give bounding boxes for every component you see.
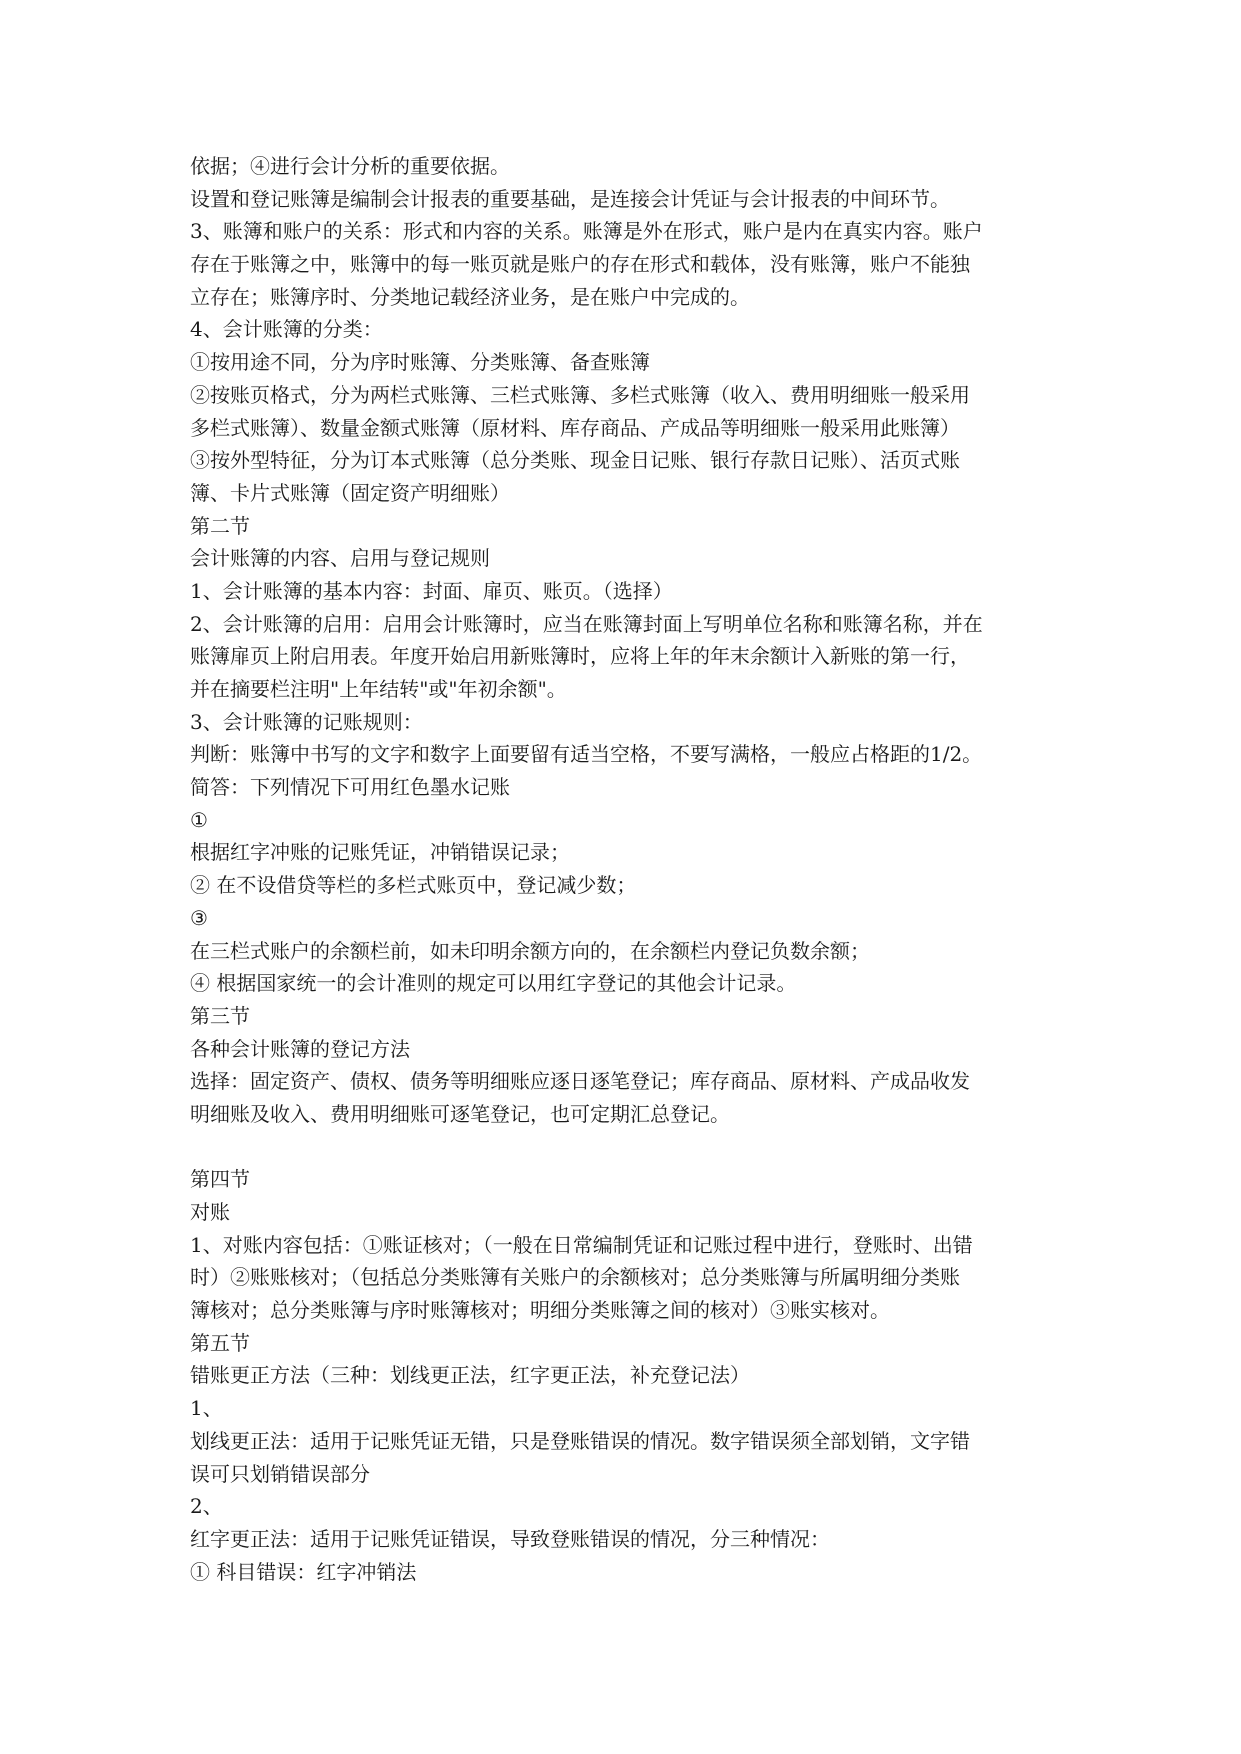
text-line: 设置和登记账簿是编制会计报表的重要基础，是连接会计凭证与会计报表的中间环节。: [190, 186, 950, 211]
document-body: [190, 150, 1070, 1588]
text-line: 划线更正法：适用于记账凭证无错，只是登账错误的情况。数字错误须全部划销，文字错: [190, 1428, 970, 1453]
text-line: 存在于账簿之中，账簿中的每一账页就是账户的存在形式和载体，没有账簿，账户不能独: [190, 252, 970, 277]
text-line: 并在摘要栏注明"上年结转"或"年初余额"。: [190, 677, 567, 701]
text-line: 简答：下列情况下可用红色墨水记账: [190, 775, 510, 800]
text-line: 2、会计账簿的启用：启用会计账簿时，应当在账簿封面上写明单位名称和账簿名称，并在: [190, 611, 983, 636]
text-line: ④ 根据国家统一的会计准则的规定可以用红字登记的其他会计记录。: [190, 971, 797, 996]
text-line: 误可只划销错误部分: [190, 1461, 370, 1486]
section-title: 各种会计账簿的登记方法: [190, 1036, 410, 1061]
text-line: 3、会计账簿的记账规则：: [190, 709, 423, 734]
text-line: 选择：固定资产、债权、债务等明细账应逐日逐笔登记；库存商品、原材料、产成品收发: [190, 1069, 970, 1094]
text-line: 红字更正法：适用于记账凭证错误，导致登账错误的情况，分三种情况：: [190, 1526, 830, 1551]
text-line: 3、账簿和账户的关系：形式和内容的关系。账簿是外在形式，账户是内在真实内容。账户: [190, 219, 983, 244]
text-line: 1、会计账簿的基本内容：封面、扉页、账页。（选择）: [190, 578, 673, 603]
text-line: ① 科目错误：红字冲销法: [190, 1559, 417, 1584]
text-line: 根据红字冲账的记账凭证，冲销错误记录；: [190, 840, 570, 865]
section-title: 对账: [190, 1200, 230, 1224]
text-line: ①按用途不同，分为序时账簿、分类账簿、备查账簿: [190, 350, 650, 375]
text-line: 依据；④进行会计分析的重要依据。: [190, 154, 510, 178]
list-marker: ③: [190, 905, 208, 930]
section-heading: 第三节: [190, 1003, 250, 1028]
section-title: 会计账簿的内容、启用与登记规则: [190, 546, 490, 571]
text-line: 1、对账内容包括：①账证核对；（一般在日常编制凭证和记账过程中进行，登账时、出错: [190, 1232, 973, 1257]
text-line: ② 在不设借贷等栏的多栏式账页中，登记减少数；: [190, 873, 637, 898]
text-line: 判断：账簿中书写的文字和数字上面要留有适当空格，不要写满格，一般应占格距的1/2。: [190, 742, 983, 767]
list-marker: ①: [190, 807, 208, 832]
blank-line: [190, 1131, 1070, 1164]
text-line: 明细账及收入、费用明细账可逐笔登记，也可定期汇总登记。: [190, 1101, 730, 1126]
text-line: ③按外型特征，分为订本式账簿（总分类账、现金日记账、银行存款日记账）、活页式账: [190, 448, 960, 473]
section-heading: 第五节: [190, 1330, 250, 1355]
section-title: 错账更正方法（三种：划线更正法，红字更正法，补充登记法）: [190, 1363, 750, 1388]
text-line: 账簿扉页上附启用表。年度开始启用新账簿时，应将上年的年末余额计入新账的第一行，: [190, 644, 970, 669]
section-heading: 第四节: [190, 1167, 250, 1192]
text-line: 4、会计账簿的分类：: [190, 317, 383, 342]
text-line: 簿、卡片式账簿（固定资产明细账）: [190, 480, 510, 505]
text-line: ②按账页格式，分为两栏式账簿、三栏式账簿、多栏式账簿（收入、费用明细账一般采用: [190, 382, 970, 407]
section-heading: 第二节: [190, 513, 250, 538]
text-line: 立存在；账簿序时、分类地记载经济业务，是在账户中完成的。: [190, 284, 750, 309]
text-line: 簿核对；总分类账簿与序时账簿核对；明细分类账簿之间的核对）③账实核对。: [190, 1298, 890, 1323]
text-line: 在三栏式账户的余额栏前，如未印明余额方向的，在余额栏内登记负数余额；: [190, 938, 870, 963]
text-line: 时）②账账核对；（包括总分类账簿有关账户的余额核对；总分类账簿与所属明细分类账: [190, 1265, 960, 1290]
list-marker: 1、: [190, 1396, 223, 1421]
list-marker: 2、: [190, 1494, 223, 1519]
text-line: 多栏式账簿）、数量金额式账簿（原材料、库存商品、产成品等明细账一般采用此账簿）: [190, 415, 960, 440]
